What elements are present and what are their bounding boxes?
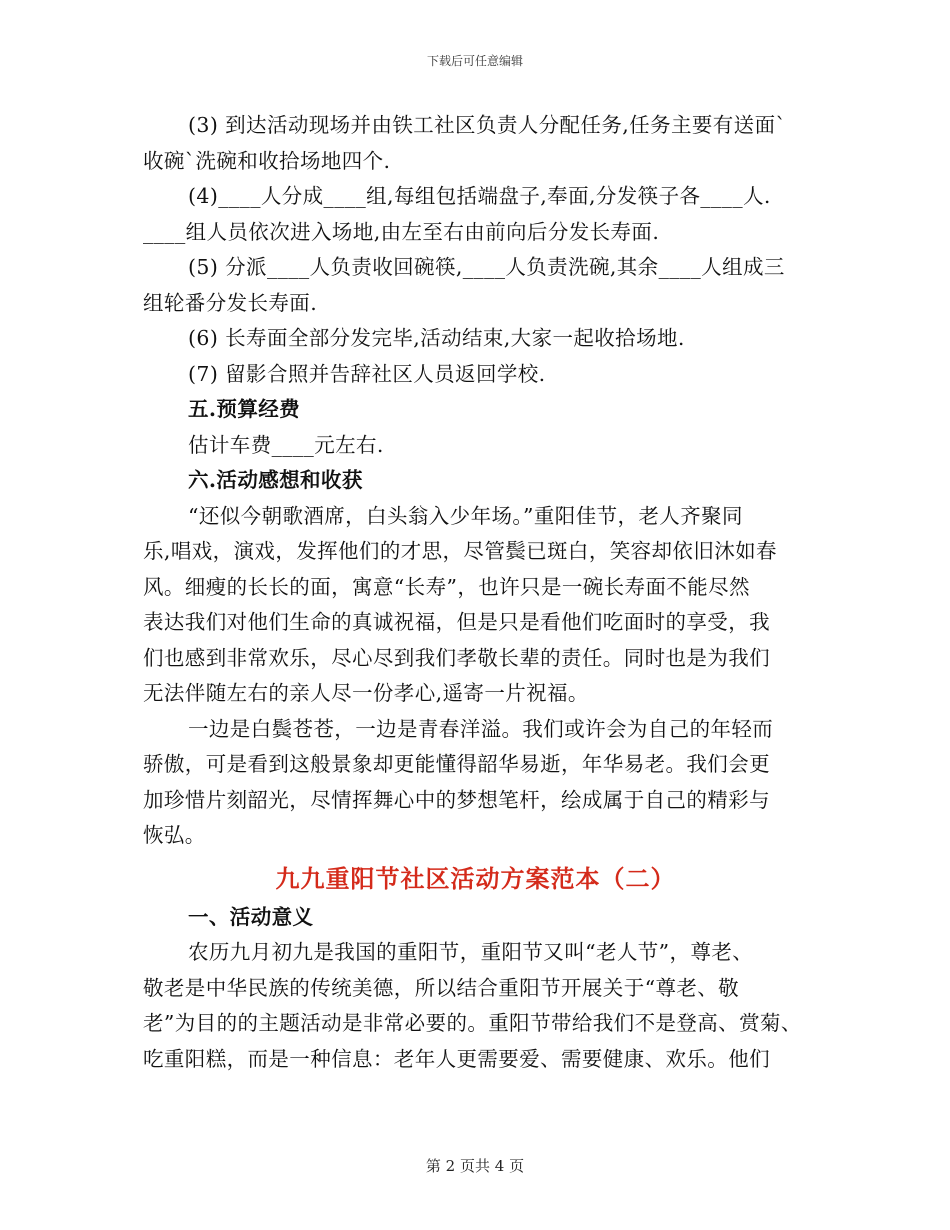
section-title: 九九重阳节社区活动方案范本（二） (275, 863, 676, 893)
paragraph-line: 收碗`洗碗和收拾场地四个. (143, 148, 391, 173)
paragraph-line: (5) 分派____人负责收回碗筷,____人负责洗碗,其余____人组成三 (188, 255, 785, 279)
paragraph-line: ____组人员依次进入场地,由左至右由前向后分发长寿面. (143, 219, 660, 244)
paragraph-line: 吃重阳糕，而是一种信息：老年人更需要爱、需要健康、欢乐。他们 (143, 1046, 770, 1071)
paragraph-line: 无法伴随左右的亲人尽一份孝心,遥寄一片祝福。 (143, 681, 589, 705)
paragraph-line: 敬老是中华民族的传统美德，所以结合重阳节开展关于“尊老、敬 (143, 975, 740, 1000)
document-body (143, 108, 808, 1077)
section-heading-significance: 一、活动意义 (188, 904, 314, 929)
page-footer: 第 2 页共 4 页 (425, 1157, 525, 1175)
paragraph-line: (3) 到达活动现场并由铁工社区负责人分配任务,任务主要有送面` (188, 113, 787, 137)
page-header: 下载后可任意编辑 (426, 54, 523, 68)
section-heading-budget: 五.预算经费 (188, 397, 301, 421)
paragraph-line: 一边是白鬓苍苍，一边是青春洋溢。我们或许会为自己的年轻而 (188, 716, 774, 741)
paragraph-line: 们也感到非常欢乐，尽心尽到我们孝敬长辈的责任。同时也是为我们 (143, 645, 770, 670)
paragraph-line: 风。细瘦的长长的面，寓意“长寿”，也许只是一碗长寿面不能尽然 (143, 574, 750, 599)
paragraph-line: 加珍惜片刻韶光，尽情挥舞心中的梦想笔杆，绘成属于自己的精彩与 (143, 787, 770, 812)
paragraph-line: (4)____人分成____组,每组包括端盘子,奉面,分发筷子各____人. (188, 184, 771, 208)
paragraph-line: 骄傲，可是看到这般景象却更能懂得韶华易逝，年华易老。我们会更 (143, 752, 770, 776)
paragraph-line: 表达我们对他们生命的真诚祝福，但是只是看他们吃面时的享受，我 (143, 610, 770, 634)
paragraph-line: 农历九月初九是我国的重阳节，重阳节又叫“老人节”，尊老、 (188, 940, 754, 964)
paragraph-line: 老”为目的的主题活动是非常必要的。重阳节带给我们不是登高、赏菊、 (143, 1011, 802, 1035)
paragraph-line: (7) 留影合照并告辞社区人员返回学校. (188, 361, 546, 386)
paragraph-line: 乐,唱戏，演戏，发挥他们的才思，尽管鬓已斑白，笑容却依旧沐如春 (143, 539, 777, 563)
paragraph-line: (6) 长寿面全部分发完毕,活动结束,大家一起收拾场地. (188, 326, 685, 350)
paragraph-line: 组轮番分发长寿面. (143, 290, 318, 315)
paragraph-line: 恢弘。 (143, 823, 206, 847)
paragraph-line: “还似今朝歌酒席，白头翁入少年场。”重阳佳节，老人齐聚同 (188, 503, 743, 528)
paragraph-line: 估计车费____元左右. (188, 432, 384, 457)
section-heading-reflection: 六.活动感想和收获 (188, 468, 363, 492)
